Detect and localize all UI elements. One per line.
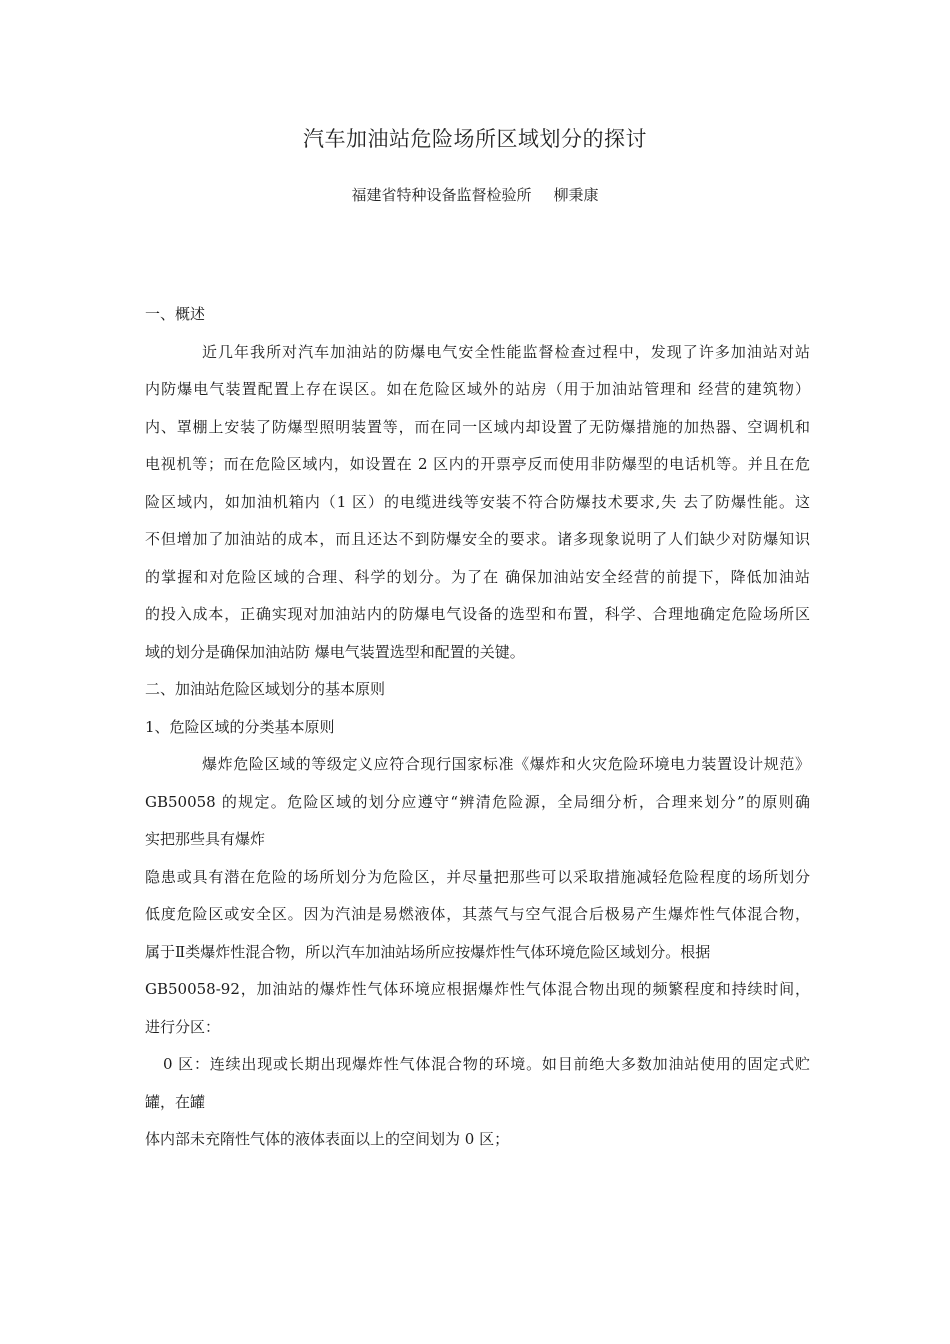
body-text-line: 近几年我所对汽车加油站的防爆电气安全性能监督检查过程中，发现了许多加油站对站 xyxy=(202,342,810,361)
body-text-line: GB50058-92，加油站的爆炸性气体环境应根据爆炸性气体混合物出现的频繁程度和持续时间， xyxy=(145,980,810,998)
body-text-line: 1、危险区域的分类基本原则 xyxy=(145,717,335,736)
body-text-line: 二、加油站危险区域划分的基本原则 xyxy=(145,680,386,698)
body-text-line: 隐患或具有潜在危险的场所划分为危险区，并尽量把那些可以采取措施减轻危险程度的场所划分 xyxy=(145,867,810,886)
body-text-line: 体内部未充隋性气体的液体表面以上的空间划为 0 区； xyxy=(145,1130,510,1148)
body-text-line: 爆炸危险区域的等级定义应符合现行国家标准《爆炸和火灾危险环境电力装置设计规范》 xyxy=(202,755,810,773)
body-text-line: 0 区：连续出现或长期出现爆炸性气体混合物的环境。如目前绝大多数加油站使用的固定式贮 xyxy=(163,1055,810,1073)
body-text-line: 内防爆电气装置配置上存在误区。如在危险区域外的站房（用于加油站管理和 经营的建筑物） xyxy=(145,380,810,398)
author-name: 柳秉康 xyxy=(553,186,599,204)
body-text-line: 电视机等；而在危险区域内，如设置在 2 区内的开票亭反而使用非防爆型的电话机等。并且在危 xyxy=(145,455,810,473)
body-text-line: 的掌握和对危险区域的合理、科学的划分。为了在 确保加油站安全经营的前提下，降低加油站 xyxy=(145,567,810,586)
document-title: 汽车加油站危险场所区域划分的探讨 xyxy=(303,127,647,151)
document-body xyxy=(145,296,810,1159)
author-byline xyxy=(0,184,950,205)
body-text-line: 的投入成本，正确实现对加油站内的防爆电气设备的选型和布置，科学、合理地确定危险场所区 xyxy=(145,605,810,623)
body-text-line: 一、概述 xyxy=(145,305,206,323)
body-text-line: 内、罩棚上安装了防爆型照明装置等，而在同一区域内却设置了无防爆措施的加热器、空调机和 xyxy=(145,417,810,436)
body-text-line: 进行分区： xyxy=(145,1017,221,1036)
body-text-line: 险区域内，如加油机箱内（1 区）的电缆进线等安装不符合防爆技术要求,失 去了防爆性能。这 xyxy=(145,492,810,511)
body-text-line: 实把那些具有爆炸 xyxy=(145,830,266,848)
body-text-line: 罐，在罐 xyxy=(145,1092,206,1111)
author-organization: 福建省特种设备监督检验所 xyxy=(351,186,532,204)
body-text-line: 低度危险区或安全区。因为汽油是易燃液体，其蒸气与空气混合后极易产生爆炸性气体混合物， xyxy=(145,905,810,923)
body-text-line: 属于Ⅱ类爆炸性混合物，所以汽车加油站场所应按爆炸性气体环境危险区域划分。根据 xyxy=(145,942,711,961)
body-text-line: 不但增加了加油站的成本，而且还达不到防爆安全的要求。诸多现象说明了人们缺少对防爆知识 xyxy=(145,530,810,548)
body-text-line: 域的划分是确保加油站防 爆电气装置选型和配置的关键。 xyxy=(145,642,525,661)
body-text-line: GB50058 的规定。危险区域的划分应遵守“辨清危险源，全局细分析，合理来划分”的原则确 xyxy=(145,792,810,811)
